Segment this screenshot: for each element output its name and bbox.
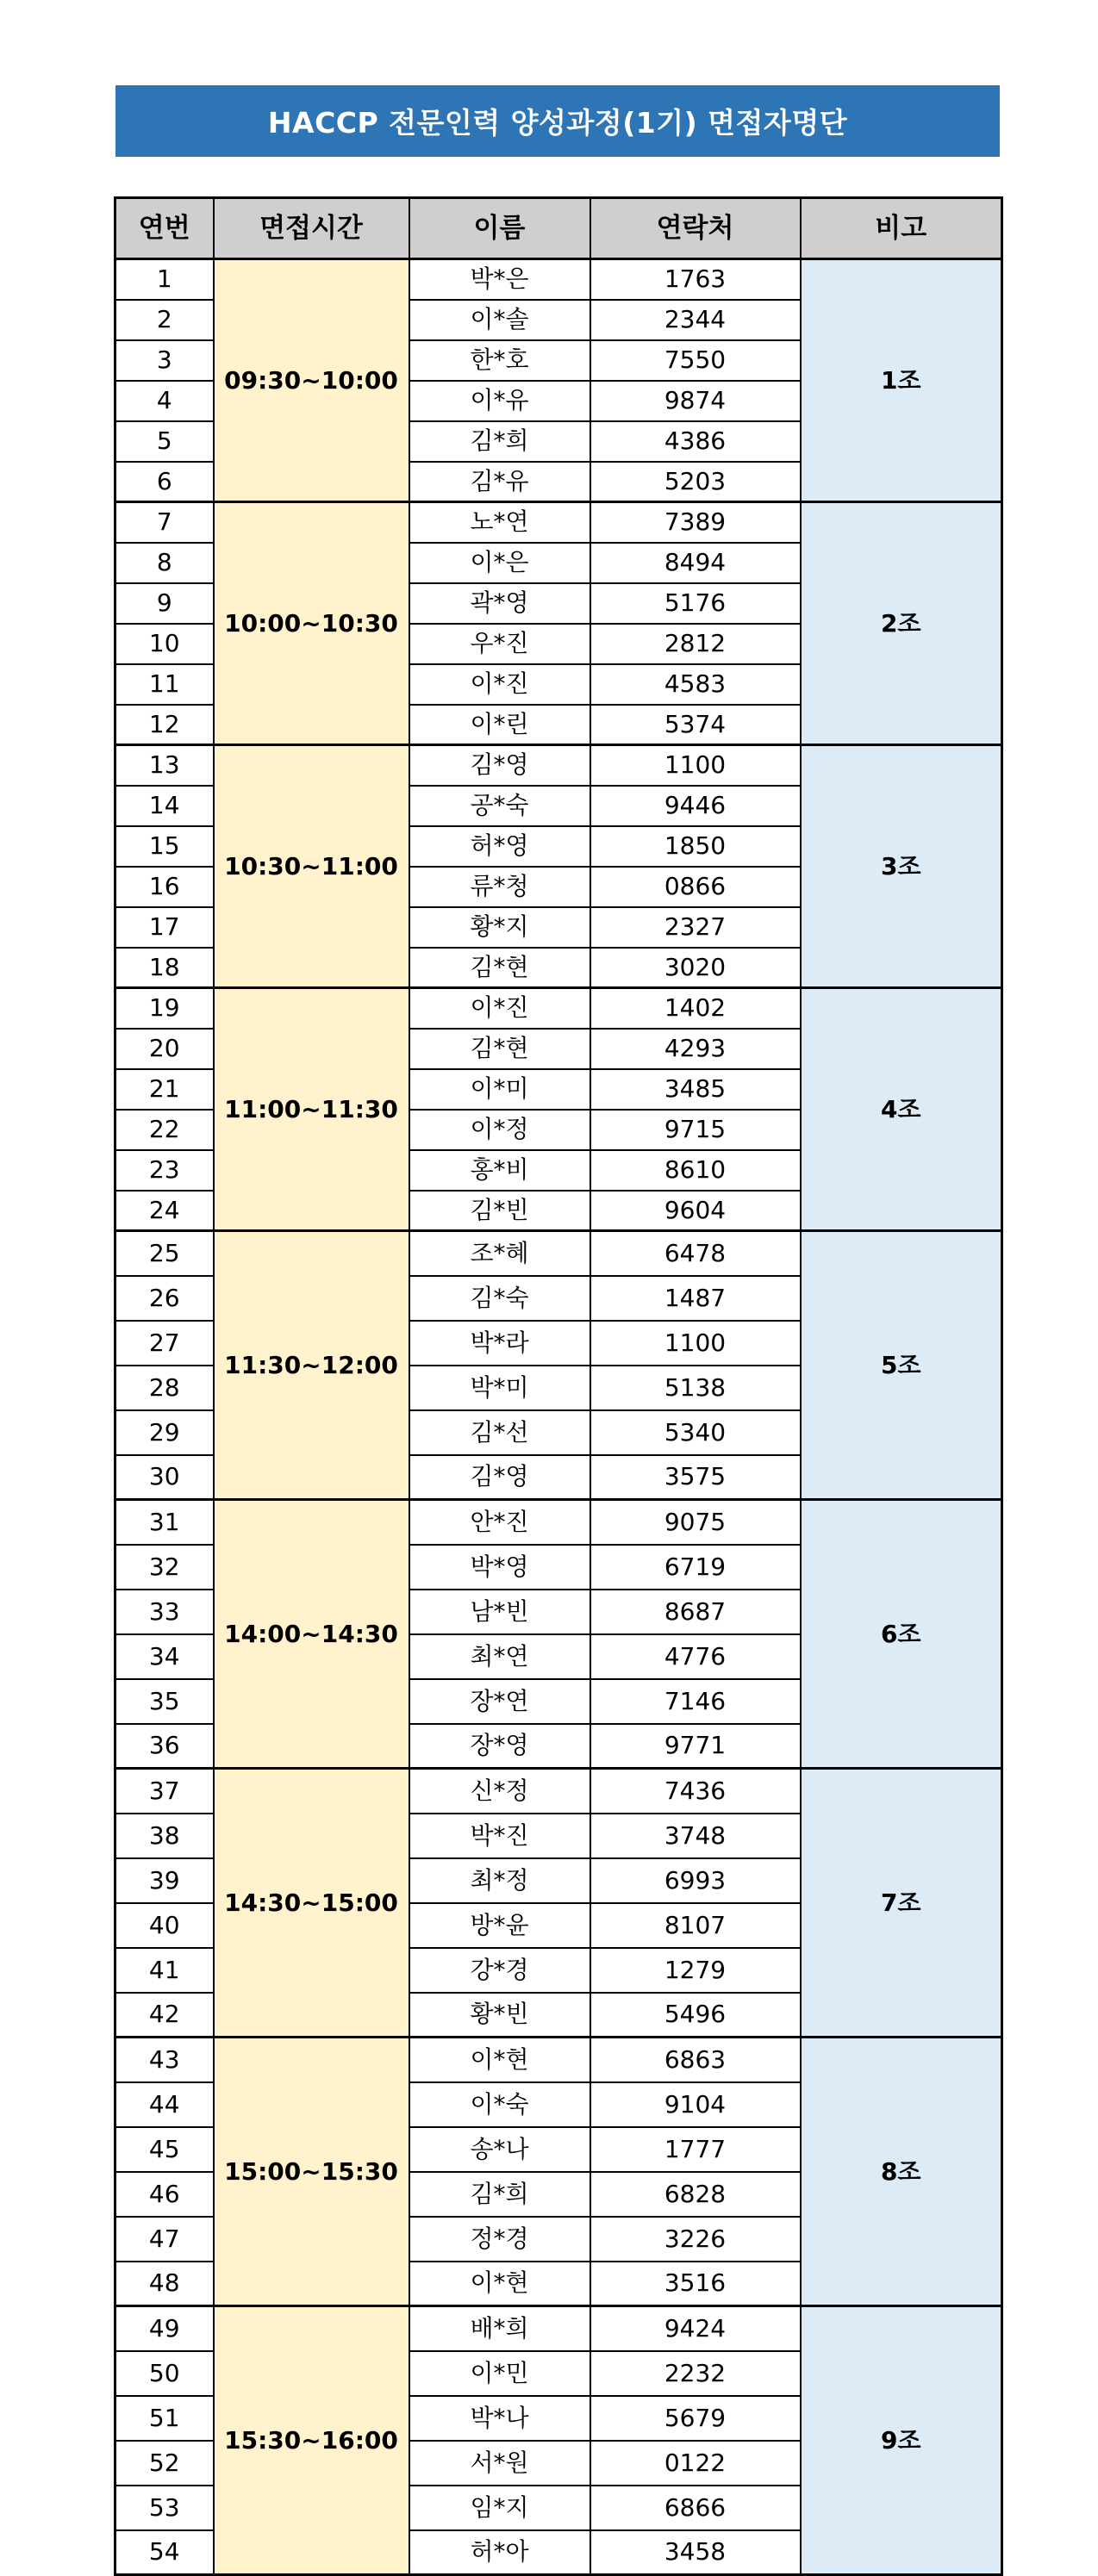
interviewee-name: 김*영 xyxy=(409,745,590,786)
row-number: 21 xyxy=(115,1069,214,1110)
row-number: 26 xyxy=(115,1276,214,1321)
group-note: 4조 xyxy=(801,988,1002,1231)
interviewee-name: 이*솔 xyxy=(409,300,590,340)
contact-number: 4776 xyxy=(590,1634,801,1679)
table-header xyxy=(115,198,1002,259)
row-number: 43 xyxy=(115,2038,214,2082)
row-number: 25 xyxy=(115,1231,214,1276)
interviewee-name: 허*아 xyxy=(409,2530,590,2575)
contact-number: 1487 xyxy=(590,1276,801,1321)
row-number: 10 xyxy=(115,624,214,664)
header-note: 비고 xyxy=(801,198,1002,259)
row-number: 14 xyxy=(115,786,214,826)
row-number: 42 xyxy=(115,1993,214,2038)
row-number: 53 xyxy=(115,2486,214,2530)
interviewee-name: 박*라 xyxy=(409,1321,590,1366)
contact-number: 8610 xyxy=(590,1150,801,1191)
contact-number: 4386 xyxy=(590,421,801,462)
contact-number: 3485 xyxy=(590,1069,801,1110)
contact-number: 3226 xyxy=(590,2217,801,2262)
row-number: 31 xyxy=(115,1500,214,1545)
interviewee-name: 정*경 xyxy=(409,2217,590,2262)
contact-number: 5203 xyxy=(590,462,801,502)
interviewee-name: 김*숙 xyxy=(409,1276,590,1321)
interviewee-name: 서*원 xyxy=(409,2441,590,2486)
contact-number: 5340 xyxy=(590,1410,801,1455)
interviewee-name: 최*정 xyxy=(409,1858,590,1903)
row-number: 39 xyxy=(115,1858,214,1903)
interviewee-name: 황*빈 xyxy=(409,1993,590,2038)
row-number: 28 xyxy=(115,1366,214,1410)
row-number: 46 xyxy=(115,2172,214,2217)
contact-number: 7550 xyxy=(590,340,801,381)
contact-number: 9874 xyxy=(590,381,801,421)
contact-number: 8494 xyxy=(590,543,801,583)
interviewee-name: 이*숙 xyxy=(409,2082,590,2127)
row-number: 47 xyxy=(115,2217,214,2262)
row-number: 17 xyxy=(115,907,214,948)
interviewee-name: 이*진 xyxy=(409,988,590,1029)
table-body xyxy=(115,259,1002,2575)
group-note: 5조 xyxy=(801,1231,1002,1500)
interviewee-name: 이*미 xyxy=(409,1069,590,1110)
contact-number: 6993 xyxy=(590,1858,801,1903)
contact-number: 8107 xyxy=(590,1903,801,1948)
table-row xyxy=(115,1231,1002,1276)
interviewee-name: 류*청 xyxy=(409,867,590,907)
row-number: 27 xyxy=(115,1321,214,1366)
interviewee-name: 이*은 xyxy=(409,543,590,583)
interviewee-name: 안*진 xyxy=(409,1500,590,1545)
interviewee-name: 황*지 xyxy=(409,907,590,948)
interviewee-name: 신*정 xyxy=(409,1769,590,1814)
row-number: 22 xyxy=(115,1110,214,1150)
row-number: 16 xyxy=(115,867,214,907)
interviewee-name: 박*진 xyxy=(409,1814,590,1858)
row-number: 6 xyxy=(115,462,214,502)
row-number: 20 xyxy=(115,1029,214,1069)
interviewee-name: 남*빈 xyxy=(409,1590,590,1634)
interview-time: 09:30~10:00 xyxy=(214,259,409,502)
table-row xyxy=(115,745,1002,786)
group-note: 7조 xyxy=(801,1769,1002,2038)
contact-number: 3748 xyxy=(590,1814,801,1858)
interviewee-name: 홍*비 xyxy=(409,1150,590,1191)
interviewee-name: 최*연 xyxy=(409,1634,590,1679)
interviewee-name: 방*윤 xyxy=(409,1903,590,1948)
contact-number: 9771 xyxy=(590,1724,801,1769)
contact-number: 6863 xyxy=(590,2038,801,2082)
row-number: 52 xyxy=(115,2441,214,2486)
row-number: 45 xyxy=(115,2127,214,2172)
row-number: 5 xyxy=(115,421,214,462)
contact-number: 1777 xyxy=(590,2127,801,2172)
row-number: 19 xyxy=(115,988,214,1029)
interviewee-name: 김*현 xyxy=(409,1029,590,1069)
contact-number: 1100 xyxy=(590,745,801,786)
table-row xyxy=(115,2038,1002,2082)
row-number: 50 xyxy=(115,2351,214,2396)
row-number: 51 xyxy=(115,2396,214,2441)
contact-number: 7146 xyxy=(590,1679,801,1724)
contact-number: 9104 xyxy=(590,2082,801,2127)
interviewee-name: 김*희 xyxy=(409,2172,590,2217)
row-number: 49 xyxy=(115,2306,214,2351)
interviewee-name: 이*민 xyxy=(409,2351,590,2396)
contact-number: 5176 xyxy=(590,583,801,624)
interviewee-name: 이*린 xyxy=(409,705,590,745)
interviewee-name: 장*연 xyxy=(409,1679,590,1724)
row-number: 7 xyxy=(115,502,214,543)
row-number: 44 xyxy=(115,2082,214,2127)
contact-number: 9424 xyxy=(590,2306,801,2351)
row-number: 24 xyxy=(115,1191,214,1231)
group-note: 1조 xyxy=(801,259,1002,502)
interviewee-name: 이*진 xyxy=(409,664,590,705)
group-note: 6조 xyxy=(801,1500,1002,1769)
contact-number: 2344 xyxy=(590,300,801,340)
row-number: 29 xyxy=(115,1410,214,1455)
interviewee-name: 허*영 xyxy=(409,826,590,867)
interviewee-name: 박*나 xyxy=(409,2396,590,2441)
row-number: 35 xyxy=(115,1679,214,1724)
row-number: 2 xyxy=(115,300,214,340)
row-number: 38 xyxy=(115,1814,214,1858)
contact-number: 8687 xyxy=(590,1590,801,1634)
contact-number: 3575 xyxy=(590,1455,801,1500)
header-number: 연번 xyxy=(115,198,214,259)
table-row xyxy=(115,2306,1002,2351)
interviewee-name: 김*영 xyxy=(409,1455,590,1500)
row-number: 37 xyxy=(115,1769,214,1814)
interviewee-name: 배*희 xyxy=(409,2306,590,2351)
table-row xyxy=(115,1500,1002,1545)
interviewee-name: 장*영 xyxy=(409,1724,590,1769)
interviewee-name: 조*혜 xyxy=(409,1231,590,1276)
table-row xyxy=(115,259,1002,300)
group-note: 2조 xyxy=(801,502,1002,745)
contact-number: 4293 xyxy=(590,1029,801,1069)
contact-number: 3458 xyxy=(590,2530,801,2575)
interviewee-name: 김*빈 xyxy=(409,1191,590,1231)
interview-time: 10:00~10:30 xyxy=(214,502,409,745)
interviewee-name: 이*정 xyxy=(409,1110,590,1150)
interviewee-name: 공*숙 xyxy=(409,786,590,826)
table-row xyxy=(115,1769,1002,1814)
contact-number: 6478 xyxy=(590,1231,801,1276)
contact-number: 2812 xyxy=(590,624,801,664)
contact-number: 3516 xyxy=(590,2262,801,2306)
interviewee-name: 이*현 xyxy=(409,2262,590,2306)
interview-time: 11:00~11:30 xyxy=(214,988,409,1231)
interviewee-name: 한*호 xyxy=(409,340,590,381)
contact-number: 3020 xyxy=(590,948,801,988)
contact-number: 6828 xyxy=(590,2172,801,2217)
interviewee-name: 우*진 xyxy=(409,624,590,664)
row-number: 8 xyxy=(115,543,214,583)
contact-number: 9446 xyxy=(590,786,801,826)
interviewee-name: 김*현 xyxy=(409,948,590,988)
row-number: 40 xyxy=(115,1903,214,1948)
row-number: 23 xyxy=(115,1150,214,1191)
contact-number: 6866 xyxy=(590,2486,801,2530)
contact-number: 1763 xyxy=(590,259,801,300)
header-time: 면접시간 xyxy=(214,198,409,259)
interviewee-name: 김*선 xyxy=(409,1410,590,1455)
contact-number: 5679 xyxy=(590,2396,801,2441)
row-number: 3 xyxy=(115,340,214,381)
interview-time: 11:30~12:00 xyxy=(214,1231,409,1500)
contact-number: 2327 xyxy=(590,907,801,948)
row-number: 1 xyxy=(115,259,214,300)
row-number: 18 xyxy=(115,948,214,988)
contact-number: 0866 xyxy=(590,867,801,907)
interviewee-name: 곽*영 xyxy=(409,583,590,624)
contact-number: 5138 xyxy=(590,1366,801,1410)
contact-number: 1402 xyxy=(590,988,801,1029)
group-note: 8조 xyxy=(801,2038,1002,2306)
contact-number: 9715 xyxy=(590,1110,801,1150)
row-number: 48 xyxy=(115,2262,214,2306)
interview-time: 15:00~15:30 xyxy=(214,2038,409,2306)
interviewee-name: 박*미 xyxy=(409,1366,590,1410)
table-row xyxy=(115,502,1002,543)
row-number: 34 xyxy=(115,1634,214,1679)
contact-number: 1279 xyxy=(590,1948,801,1993)
contact-number: 9075 xyxy=(590,1500,801,1545)
interviewee-name: 김*유 xyxy=(409,462,590,502)
header-name: 이름 xyxy=(409,198,590,259)
interview-time: 10:30~11:00 xyxy=(214,745,409,988)
interviewee-name: 강*경 xyxy=(409,1948,590,1993)
contact-number: 2232 xyxy=(590,2351,801,2396)
row-number: 32 xyxy=(115,1545,214,1590)
contact-number: 5374 xyxy=(590,705,801,745)
interview-time: 14:00~14:30 xyxy=(214,1500,409,1769)
row-number: 4 xyxy=(115,381,214,421)
contact-number: 7436 xyxy=(590,1769,801,1814)
interviewee-name: 송*나 xyxy=(409,2127,590,2172)
interview-time: 15:30~16:00 xyxy=(214,2306,409,2575)
interviewee-name: 노*연 xyxy=(409,502,590,543)
row-number: 54 xyxy=(115,2530,214,2575)
header-contact: 연락처 xyxy=(590,198,801,259)
contact-number: 1100 xyxy=(590,1321,801,1366)
interviewee-name: 박*영 xyxy=(409,1545,590,1590)
interviewee-name: 김*희 xyxy=(409,421,590,462)
interviewee-name: 이*유 xyxy=(409,381,590,421)
contact-number: 0122 xyxy=(590,2441,801,2486)
row-number: 41 xyxy=(115,1948,214,1993)
contact-number: 6719 xyxy=(590,1545,801,1590)
contact-number: 4583 xyxy=(590,664,801,705)
group-note: 3조 xyxy=(801,745,1002,988)
interview-time: 14:30~15:00 xyxy=(214,1769,409,2038)
row-number: 30 xyxy=(115,1455,214,1500)
row-number: 11 xyxy=(115,664,214,705)
row-number: 33 xyxy=(115,1590,214,1634)
row-number: 9 xyxy=(115,583,214,624)
contact-number: 1850 xyxy=(590,826,801,867)
contact-number: 9604 xyxy=(590,1191,801,1231)
table-row xyxy=(115,988,1002,1029)
row-number: 12 xyxy=(115,705,214,745)
interviewee-table xyxy=(114,196,1003,2576)
contact-number: 5496 xyxy=(590,1993,801,2038)
interviewee-name: 박*은 xyxy=(409,259,590,300)
group-note: 9조 xyxy=(801,2306,1002,2575)
row-number: 15 xyxy=(115,826,214,867)
contact-number: 7389 xyxy=(590,502,801,543)
row-number: 36 xyxy=(115,1724,214,1769)
interviewee-name: 이*현 xyxy=(409,2038,590,2082)
page-title: HACCP 전문인력 양성과정(1기) 면접자명단 xyxy=(115,85,1000,157)
interviewee-name: 임*지 xyxy=(409,2486,590,2530)
row-number: 13 xyxy=(115,745,214,786)
